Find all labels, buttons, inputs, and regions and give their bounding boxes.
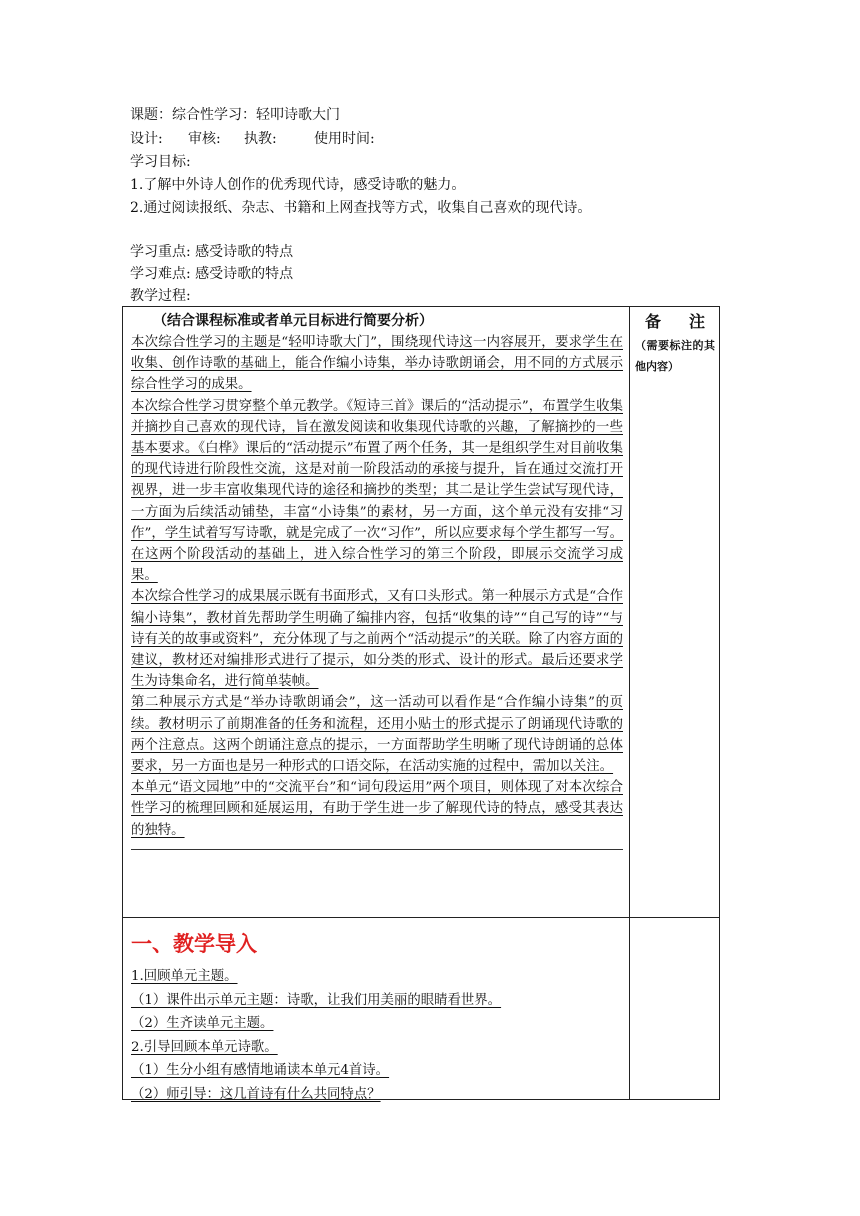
exec-label: 执教: <box>244 131 277 147</box>
intro-step: 2.引导回顾本单元诗歌。 <box>131 1039 278 1055</box>
goal-item: 2.通过阅读报纸、杂志、书籍和上网查找等方式，收集自己喜欢的现代诗。 <box>130 200 592 216</box>
goals-label: 学习目标: <box>130 154 191 170</box>
intro-step: （1）课件出示单元主题：诗歌，让我们用美丽的眼睛看世界。 <box>131 992 502 1008</box>
end-rule <box>131 841 623 850</box>
goal-item: 1.了解中外诗人创作的优秀现代诗，感受诗歌的魅力。 <box>130 177 466 193</box>
design-label: 设计: <box>130 131 163 147</box>
lesson-topic: 课题：综合性学习：轻叩诗歌大门 <box>130 107 340 123</box>
process-label: 教学过程: <box>130 288 191 304</box>
intro-step: （1）生分小组有感情地诵读本单元4首诗。 <box>131 1063 390 1078</box>
review-label: 审核: <box>188 131 221 147</box>
analysis-cell <box>131 311 623 850</box>
analysis-paragraph: 本次综合性学习贯穿整个单元教学。《短诗三首》课后的“活动提示”，布置学生收集并摘抄自己喜欢的现代诗，旨在激发阅读和收集现代诗歌的兴趣，了解摘抄的一些基本要求。《白桦》课后的“活动提示”布置了两个任务，其一是组织学生对目前收集的现代诗进行阶段性交流，这是对前一阶段活动的承接与提升，旨在通过交流打开视界，进一步丰富收集现代诗的途径和摘抄的类型；其二是让学生尝试写现代诗，一方面为后续活动铺垫，丰富“小诗集”的素材，另一方面，这个单元没有安排“习作”，学生试着写写诗歌，就是完成了一次“习作”，所以应要求每个学生都写一写。在这两个阶段活动的基础上，进入综合性学习的第三个阶段，即展示交流学习成果。 <box>131 398 623 584</box>
intro-cell <box>131 927 623 1106</box>
difficulty: 学习难点: 感受诗歌的特点 <box>130 266 294 282</box>
analysis-paragraph: 本单元“语文园地”中的“交流平台”和“词句段运用”两个项目，则体现了对本次综合性学习的梳理回顾和延展运用，有助于学生进一步了解现代诗的特点，感受其表达的独特。 <box>131 780 623 838</box>
analysis-paragraph: 第二种展示方式是“举办诗歌朗诵会”，这一活动可以看作是“合作编小诗集”的页续。教材明示了前期准备的任务和流程，还用小贴士的形式提示了朗诵现代诗歌的两个注意点。这两个朗诵注意点的提示，一方面帮助学生明晰了现代诗朗诵的总体要求，另一方面也是另一种形式的口语交际，在活动实施的过程中，需加以关注。 <box>131 695 623 775</box>
analysis-paragraph: 本次综合性学习的主题是“轻叩诗歌大门”，围绕现代诗这一内容展开，要求学生在收集、创作诗歌的基础上，能合作编小诗集，举办诗歌朗诵会，用不同的方式展示综合性学习的成果。 <box>131 335 623 393</box>
intro-step: 1.回顾单元主题。 <box>131 969 238 984</box>
meta-line <box>130 128 375 150</box>
lesson-table <box>122 306 720 1100</box>
notes-title: 备注 <box>645 312 705 331</box>
section-title: 一、教学导入 <box>131 932 257 956</box>
column-divider <box>629 307 630 1099</box>
analysis-paragraph: 本次综合性学习的成果展示既有书面形式，又有口头形式。第一种展示方式是“合作编小诗集”，教材首先帮助学生明确了编排内容，包括“收集的诗”“自己写的诗”“与诗有关的故事或资料”，充分体现了与之前两个“活动提示”的关联。除了内容方面的建议，教材还对编排形式进行了提示，如分类的形式、设计的形式。最后还要求学生为诗集命名，进行简单装帧。 <box>131 589 623 690</box>
intro-step: （2）师引导：这几首诗有什么共同特点？ <box>131 1086 381 1102</box>
analysis-heading: （结合课程标准或者单元目标进行简要分析） <box>153 313 433 329</box>
row-divider <box>123 917 719 918</box>
intro-step: （2）生齐读单元主题。 <box>131 1016 274 1031</box>
time-label: 使用时间: <box>314 131 375 147</box>
notes-column <box>635 309 715 377</box>
notes-subtitle: （需要标注的其他内容） <box>635 339 715 373</box>
key-point: 学习重点: 感受诗歌的特点 <box>130 244 294 260</box>
